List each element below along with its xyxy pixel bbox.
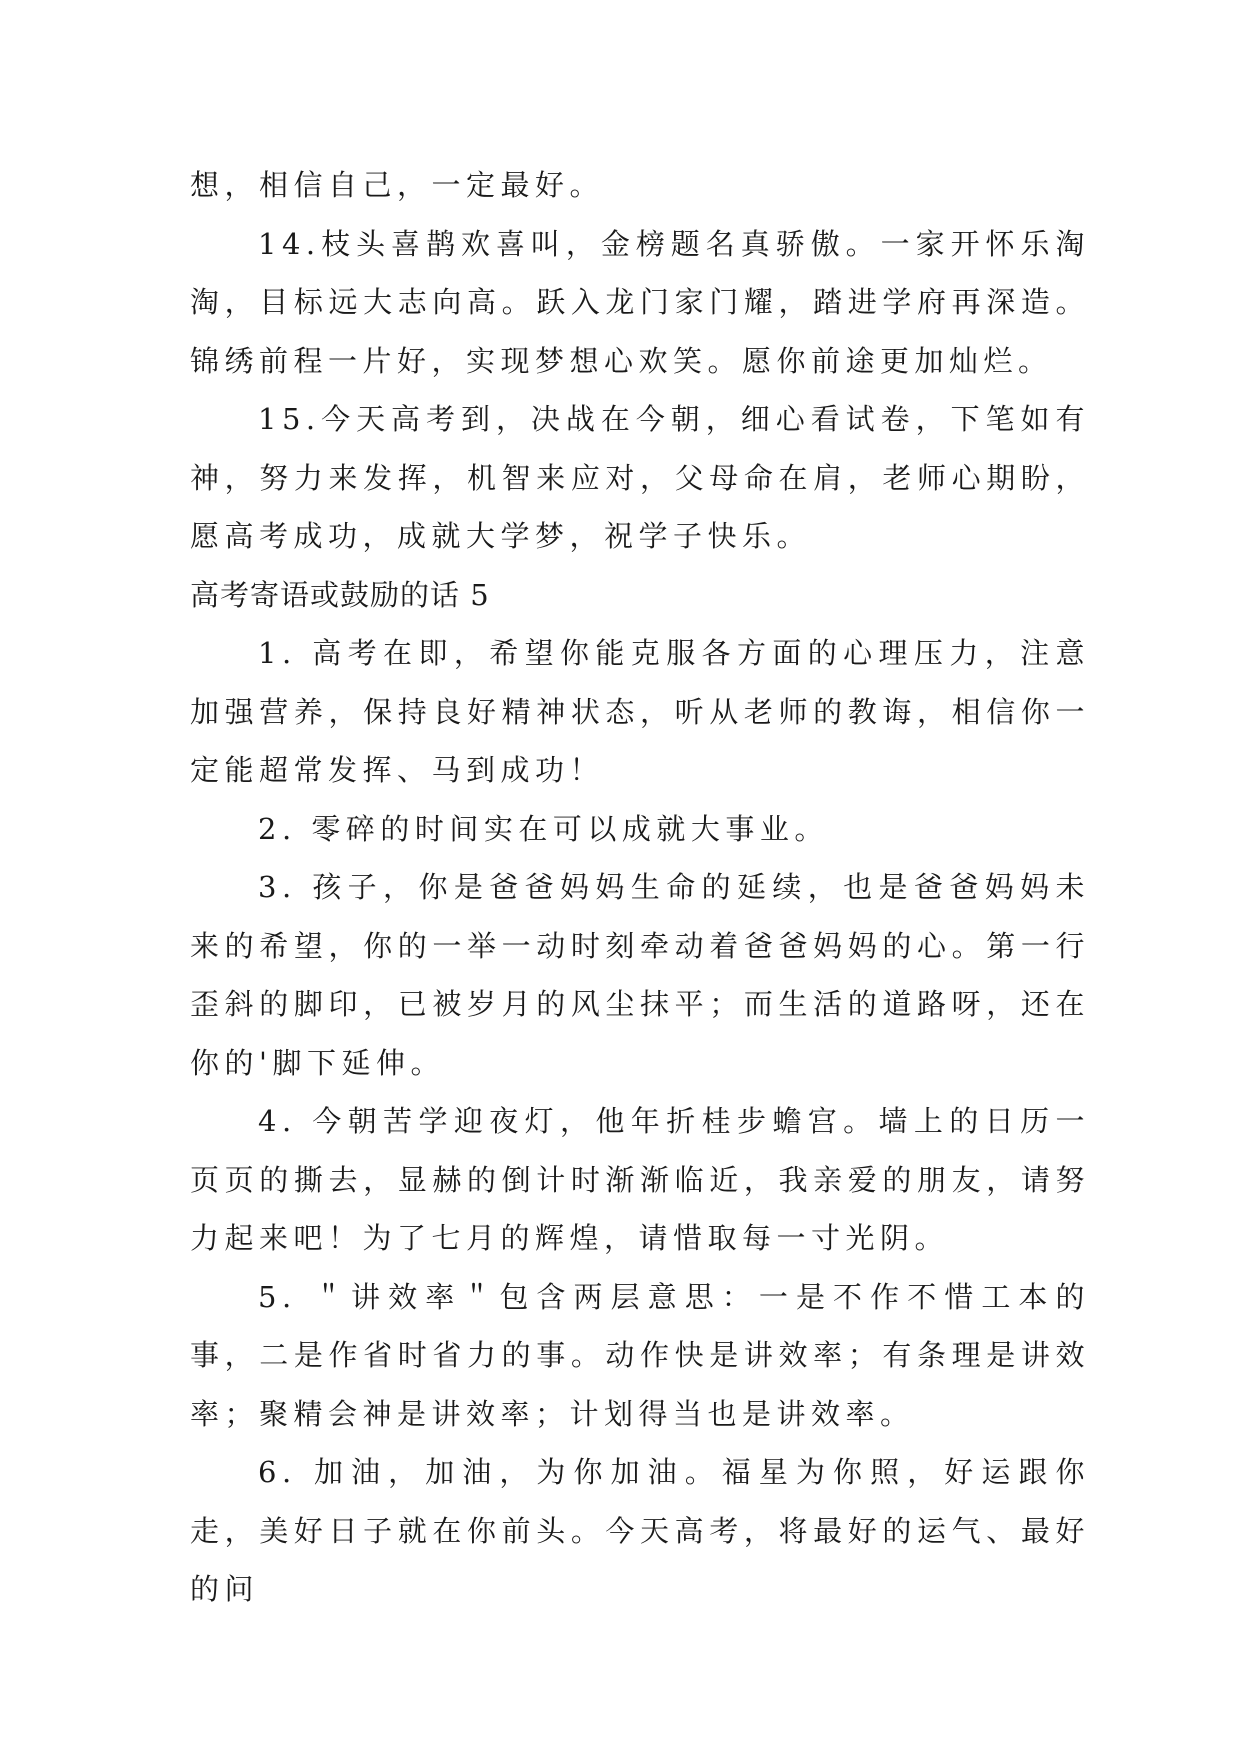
list-item: 3. 孩子，你是爸爸妈妈生命的延续，也是爸爸妈妈未来的希望，你的一举一动时刻牵动着爸爸妈妈的心。第一行歪斜的脚印，已被岁月的风尘抹平；而生活的道路呀，还在你的'脚下延伸。	[190, 870, 1090, 1080]
paragraph-item-14: 14.枝头喜鹊欢喜叫，金榜题名真骄傲。一家开怀乐淘淘，目标远大志向高。跃入龙门家门耀，踏进学府再深造。锦绣前程一片好，实现梦想心欢笑。愿你前途更加灿烂。	[190, 226, 1090, 378]
list-item: 5. ＂讲效率＂包含两层意思：一是不作不惜工本的事，二是作省时省力的事。动作快是讲效率；有条理是讲效率；聚精会神是讲效率；计划得当也是讲效率。	[190, 1279, 1090, 1431]
list-item: 4. 今朝苦学迎夜灯，他年折桂步蟾宫。墙上的日历一页页的撕去，显赫的倒计时渐渐临近，我亲爱的朋友，请努力起来吧！为了七月的辉煌，请惜取每一寸光阴。	[190, 1104, 1090, 1255]
list-item: 2. 零碎的时间实在可以成就大事业。	[258, 811, 829, 846]
list-item: 1. 高考在即，希望你能克服各方面的心理压力，注意加强营养，保持良好精神状态，听从老师的教诲，相信你一定能超常发挥、马到成功！	[190, 636, 1090, 787]
list-item: 6. 加油，加油，为你加油。福星为你照，好运跟你走，美好日子就在你前头。今天高考，将最好的运气、最好的问	[190, 1455, 1090, 1606]
paragraph-item-15: 15.今天高考到，决战在今朝，细心看试卷，下笔如有神，努力来发挥，机智来应对，父母命在肩，老师心期盼，愿高考成功，成就大学梦，祝学子快乐。	[190, 402, 1090, 553]
document-body	[190, 156, 1090, 1619]
section-heading: 高考寄语或鼓励的话 5	[190, 577, 490, 612]
paragraph-continuation: 想，相信自己，一定最好。	[190, 168, 605, 202]
